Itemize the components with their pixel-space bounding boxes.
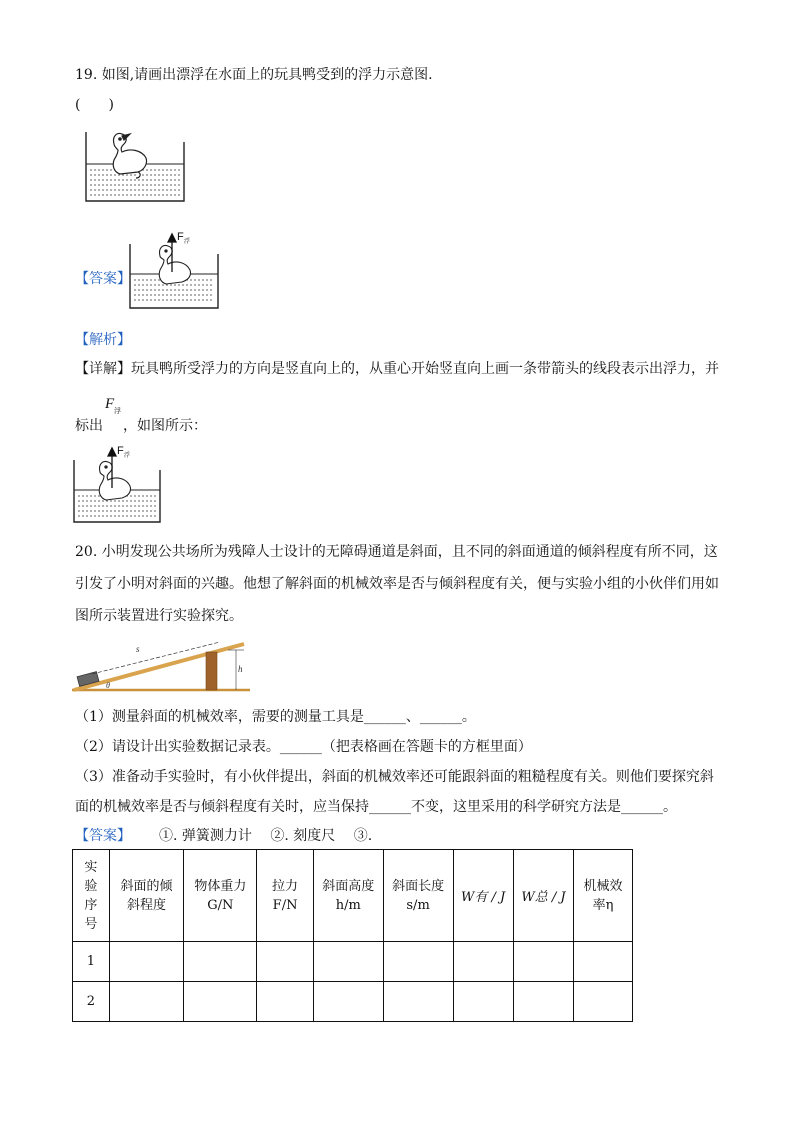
- q20-answer-text: ①. 弹簧测力计 ②. 刻度尺 ③.: [159, 828, 373, 844]
- header-cell: 机械效率η: [574, 850, 633, 942]
- q19-answer-label: 【答案】: [75, 271, 131, 287]
- header-cell: W有 / J: [453, 850, 513, 942]
- f-float-symbol: [103, 396, 123, 430]
- header-cell: 实验序号: [73, 850, 110, 942]
- q20-sub3b: 面的机械效率是否与倾斜程度有关时，应当保持______不变，这里采用的科学研究方法是______。: [75, 799, 677, 815]
- header-cell: 物体重力 G/N: [184, 850, 257, 942]
- detail-label: 【详解】: [75, 361, 131, 377]
- q19-detail-line: [75, 358, 719, 378]
- q20-answer-line: [75, 825, 372, 845]
- header-cell: 斜面高度 h/m: [313, 850, 383, 942]
- header-cell: 拉力 F/N: [257, 850, 314, 942]
- q19-question: 19. 如图,请画出漂浮在水面上的玩具鸭受到的浮力示意图.: [75, 67, 433, 83]
- header-cell: W总 / J: [513, 850, 573, 942]
- header-cell: 斜面长度 s/m: [383, 850, 453, 942]
- q20-sub2: （2）请设计出实验数据记录表。______（把表格画在答题卡的方框里面）: [75, 739, 532, 755]
- label-theta: θ: [106, 681, 110, 690]
- detail-text: 玩具鸭所受浮力的方向是竖直向上的，从重心开始竖直向上画一条带箭头的线段表示出浮力，并: [131, 361, 719, 377]
- f-symbol-sub: 浮: [114, 407, 121, 415]
- q19-blank: ( ): [75, 97, 114, 113]
- record-table: [72, 849, 633, 1022]
- header-cell: 斜面的倾斜程度: [109, 850, 184, 942]
- duck-figure-analysis: [72, 444, 162, 524]
- force-label: F: [177, 231, 184, 243]
- q20-answer-label: 【答案】: [75, 828, 131, 844]
- row-number: 1: [73, 942, 110, 982]
- detail-text2-pre: 标出: [75, 418, 103, 434]
- f-symbol-letter: F: [105, 396, 115, 412]
- duck-figure-question: [84, 124, 186, 204]
- q19-detail-line2: [75, 396, 207, 435]
- detail-text2-post: ，如图所示：: [123, 418, 207, 434]
- q20-line2: 引发了小明对斜面的兴趣。他想了解斜面的机械效率是否与倾斜程度有关，便与实验小组的小伙伴们用如: [75, 576, 719, 592]
- table-row: [73, 982, 633, 1022]
- q20-line3: 图所示装置进行实验探究。: [75, 608, 243, 624]
- row-number: 2: [73, 982, 110, 1022]
- duck-figure-answer: [128, 230, 220, 310]
- label-s: s: [136, 644, 140, 654]
- incline-figure: [70, 638, 252, 694]
- q19-analysis-label: 【解析】: [75, 332, 131, 348]
- table-row: [73, 942, 633, 982]
- force-subscript: 浮: [184, 238, 191, 245]
- q20-sub3a: （3）准备动手实验时，有小伙伴提出，斜面的机械效率还可能跟斜面的粗糙程度有关。则他们要探究斜: [75, 769, 714, 785]
- table-header-row: [73, 850, 633, 942]
- force-subscript: 浮: [124, 452, 131, 459]
- q20-sub1: （1）测量斜面的机械效率，需要的测量工具是______、______。: [75, 709, 476, 725]
- label-h: h: [238, 664, 243, 674]
- force-label: F: [117, 445, 124, 457]
- q20-line1: 20. 小明发现公共场所为残障人士设计的无障碍通道是斜面，且不同的斜面通道的倾斜程度有所不同，这: [75, 544, 718, 560]
